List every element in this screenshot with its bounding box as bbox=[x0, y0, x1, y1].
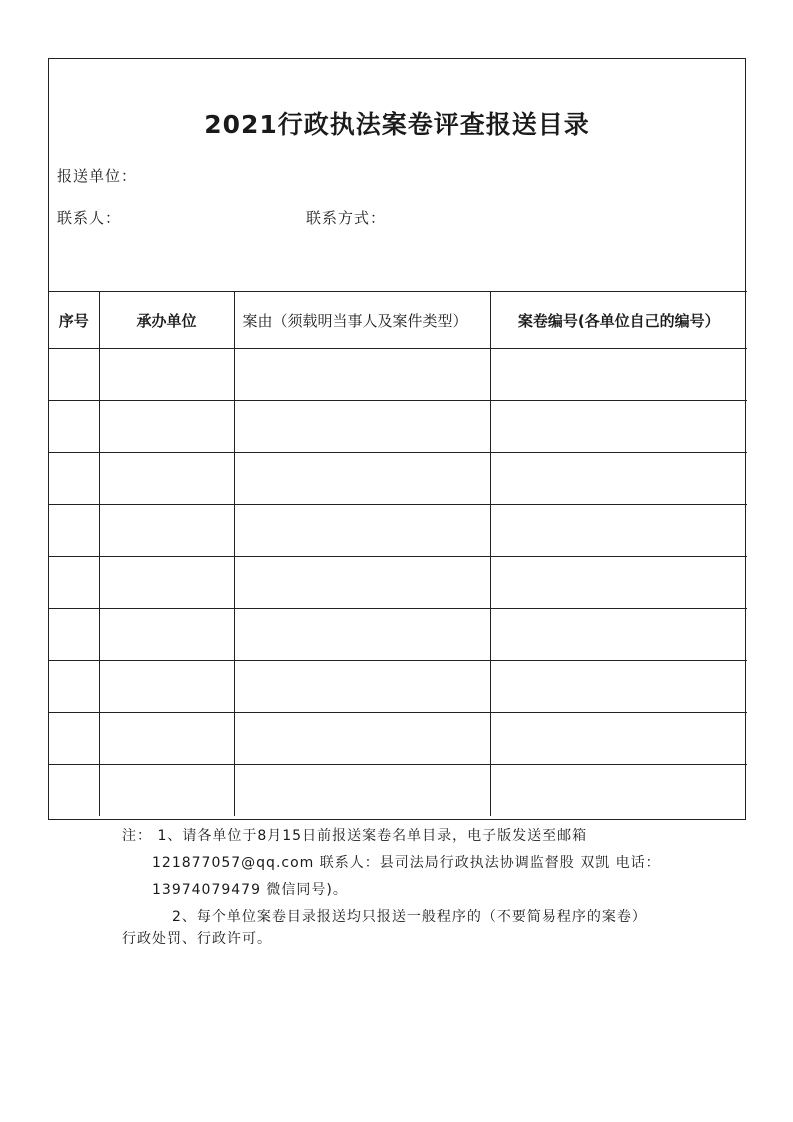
cell-case-cause[interactable] bbox=[234, 453, 490, 505]
cell-index[interactable] bbox=[49, 609, 99, 661]
table-row bbox=[49, 713, 747, 765]
cell-index[interactable] bbox=[49, 401, 99, 453]
cell-case-number[interactable] bbox=[490, 505, 747, 557]
header-case-number: 案卷编号(各单位自己的编号） bbox=[490, 292, 747, 349]
header-index: 序号 bbox=[49, 292, 99, 349]
header-case-cause: 案由（须载明当事人及案件类型） bbox=[234, 292, 490, 349]
table-row bbox=[49, 505, 747, 557]
cell-case-number[interactable] bbox=[490, 661, 747, 713]
cell-handling-unit[interactable] bbox=[99, 401, 234, 453]
cell-case-cause[interactable] bbox=[234, 349, 490, 401]
cell-handling-unit[interactable] bbox=[99, 661, 234, 713]
cell-case-cause[interactable] bbox=[234, 713, 490, 765]
cell-case-cause[interactable] bbox=[234, 401, 490, 453]
cell-case-number[interactable] bbox=[490, 401, 747, 453]
cell-case-cause[interactable] bbox=[234, 505, 490, 557]
table-row bbox=[49, 609, 747, 661]
cell-index[interactable] bbox=[49, 661, 99, 713]
cell-handling-unit[interactable] bbox=[99, 453, 234, 505]
cell-case-cause[interactable] bbox=[234, 609, 490, 661]
cell-index[interactable] bbox=[49, 349, 99, 401]
page-title: 2021行政执法案卷评查报送目录 bbox=[204, 110, 590, 139]
cell-index[interactable] bbox=[49, 453, 99, 505]
table-header-row bbox=[49, 292, 747, 349]
cell-case-number[interactable] bbox=[490, 609, 747, 661]
cell-handling-unit[interactable] bbox=[99, 505, 234, 557]
header-handling-unit: 承办单位 bbox=[99, 292, 234, 349]
table-row bbox=[49, 349, 747, 401]
cell-index[interactable] bbox=[49, 713, 99, 765]
cell-case-cause[interactable] bbox=[234, 557, 490, 609]
table-body bbox=[49, 349, 747, 817]
cell-case-number[interactable] bbox=[490, 349, 747, 401]
cell-index[interactable] bbox=[49, 765, 99, 817]
cell-case-number[interactable] bbox=[490, 713, 747, 765]
contact-person-label: 联系人： bbox=[57, 209, 122, 227]
cell-handling-unit[interactable] bbox=[99, 765, 234, 817]
note-line-2: 121877057@qq.com 联系人：县司法局行政执法协调监督股 双凯 电话： bbox=[152, 855, 661, 871]
cell-case-number[interactable] bbox=[490, 557, 747, 609]
cell-handling-unit[interactable] bbox=[99, 713, 234, 765]
table-row bbox=[49, 661, 747, 713]
cell-case-number[interactable] bbox=[490, 765, 747, 817]
cell-handling-unit[interactable] bbox=[99, 349, 234, 401]
note-line-4: 2、每个单位案卷目录报送均只报送一般程序的（不要简易程序的案卷） bbox=[172, 909, 647, 925]
note-line-1: 注： 1、请各单位于8月15日前报送案卷名单目录，电子版发送至邮箱 bbox=[122, 828, 588, 844]
cell-index[interactable] bbox=[49, 505, 99, 557]
note-line-3: 13974079479 微信同号)。 bbox=[152, 882, 348, 898]
contact-method-label: 联系方式： bbox=[306, 209, 387, 227]
cell-case-cause[interactable] bbox=[234, 661, 490, 713]
cell-handling-unit[interactable] bbox=[99, 609, 234, 661]
cell-case-number[interactable] bbox=[490, 453, 747, 505]
table-row bbox=[49, 453, 747, 505]
table-row bbox=[49, 765, 747, 817]
cell-case-cause[interactable] bbox=[234, 765, 490, 817]
cell-index[interactable] bbox=[49, 557, 99, 609]
submit-unit-label: 报送单位： bbox=[57, 167, 138, 185]
table-row bbox=[49, 557, 747, 609]
note-line-5: 行政处罚、行政许可。 bbox=[122, 931, 272, 947]
form-box bbox=[48, 58, 746, 820]
case-list-table bbox=[49, 291, 747, 816]
table-row bbox=[49, 401, 747, 453]
cell-handling-unit[interactable] bbox=[99, 557, 234, 609]
